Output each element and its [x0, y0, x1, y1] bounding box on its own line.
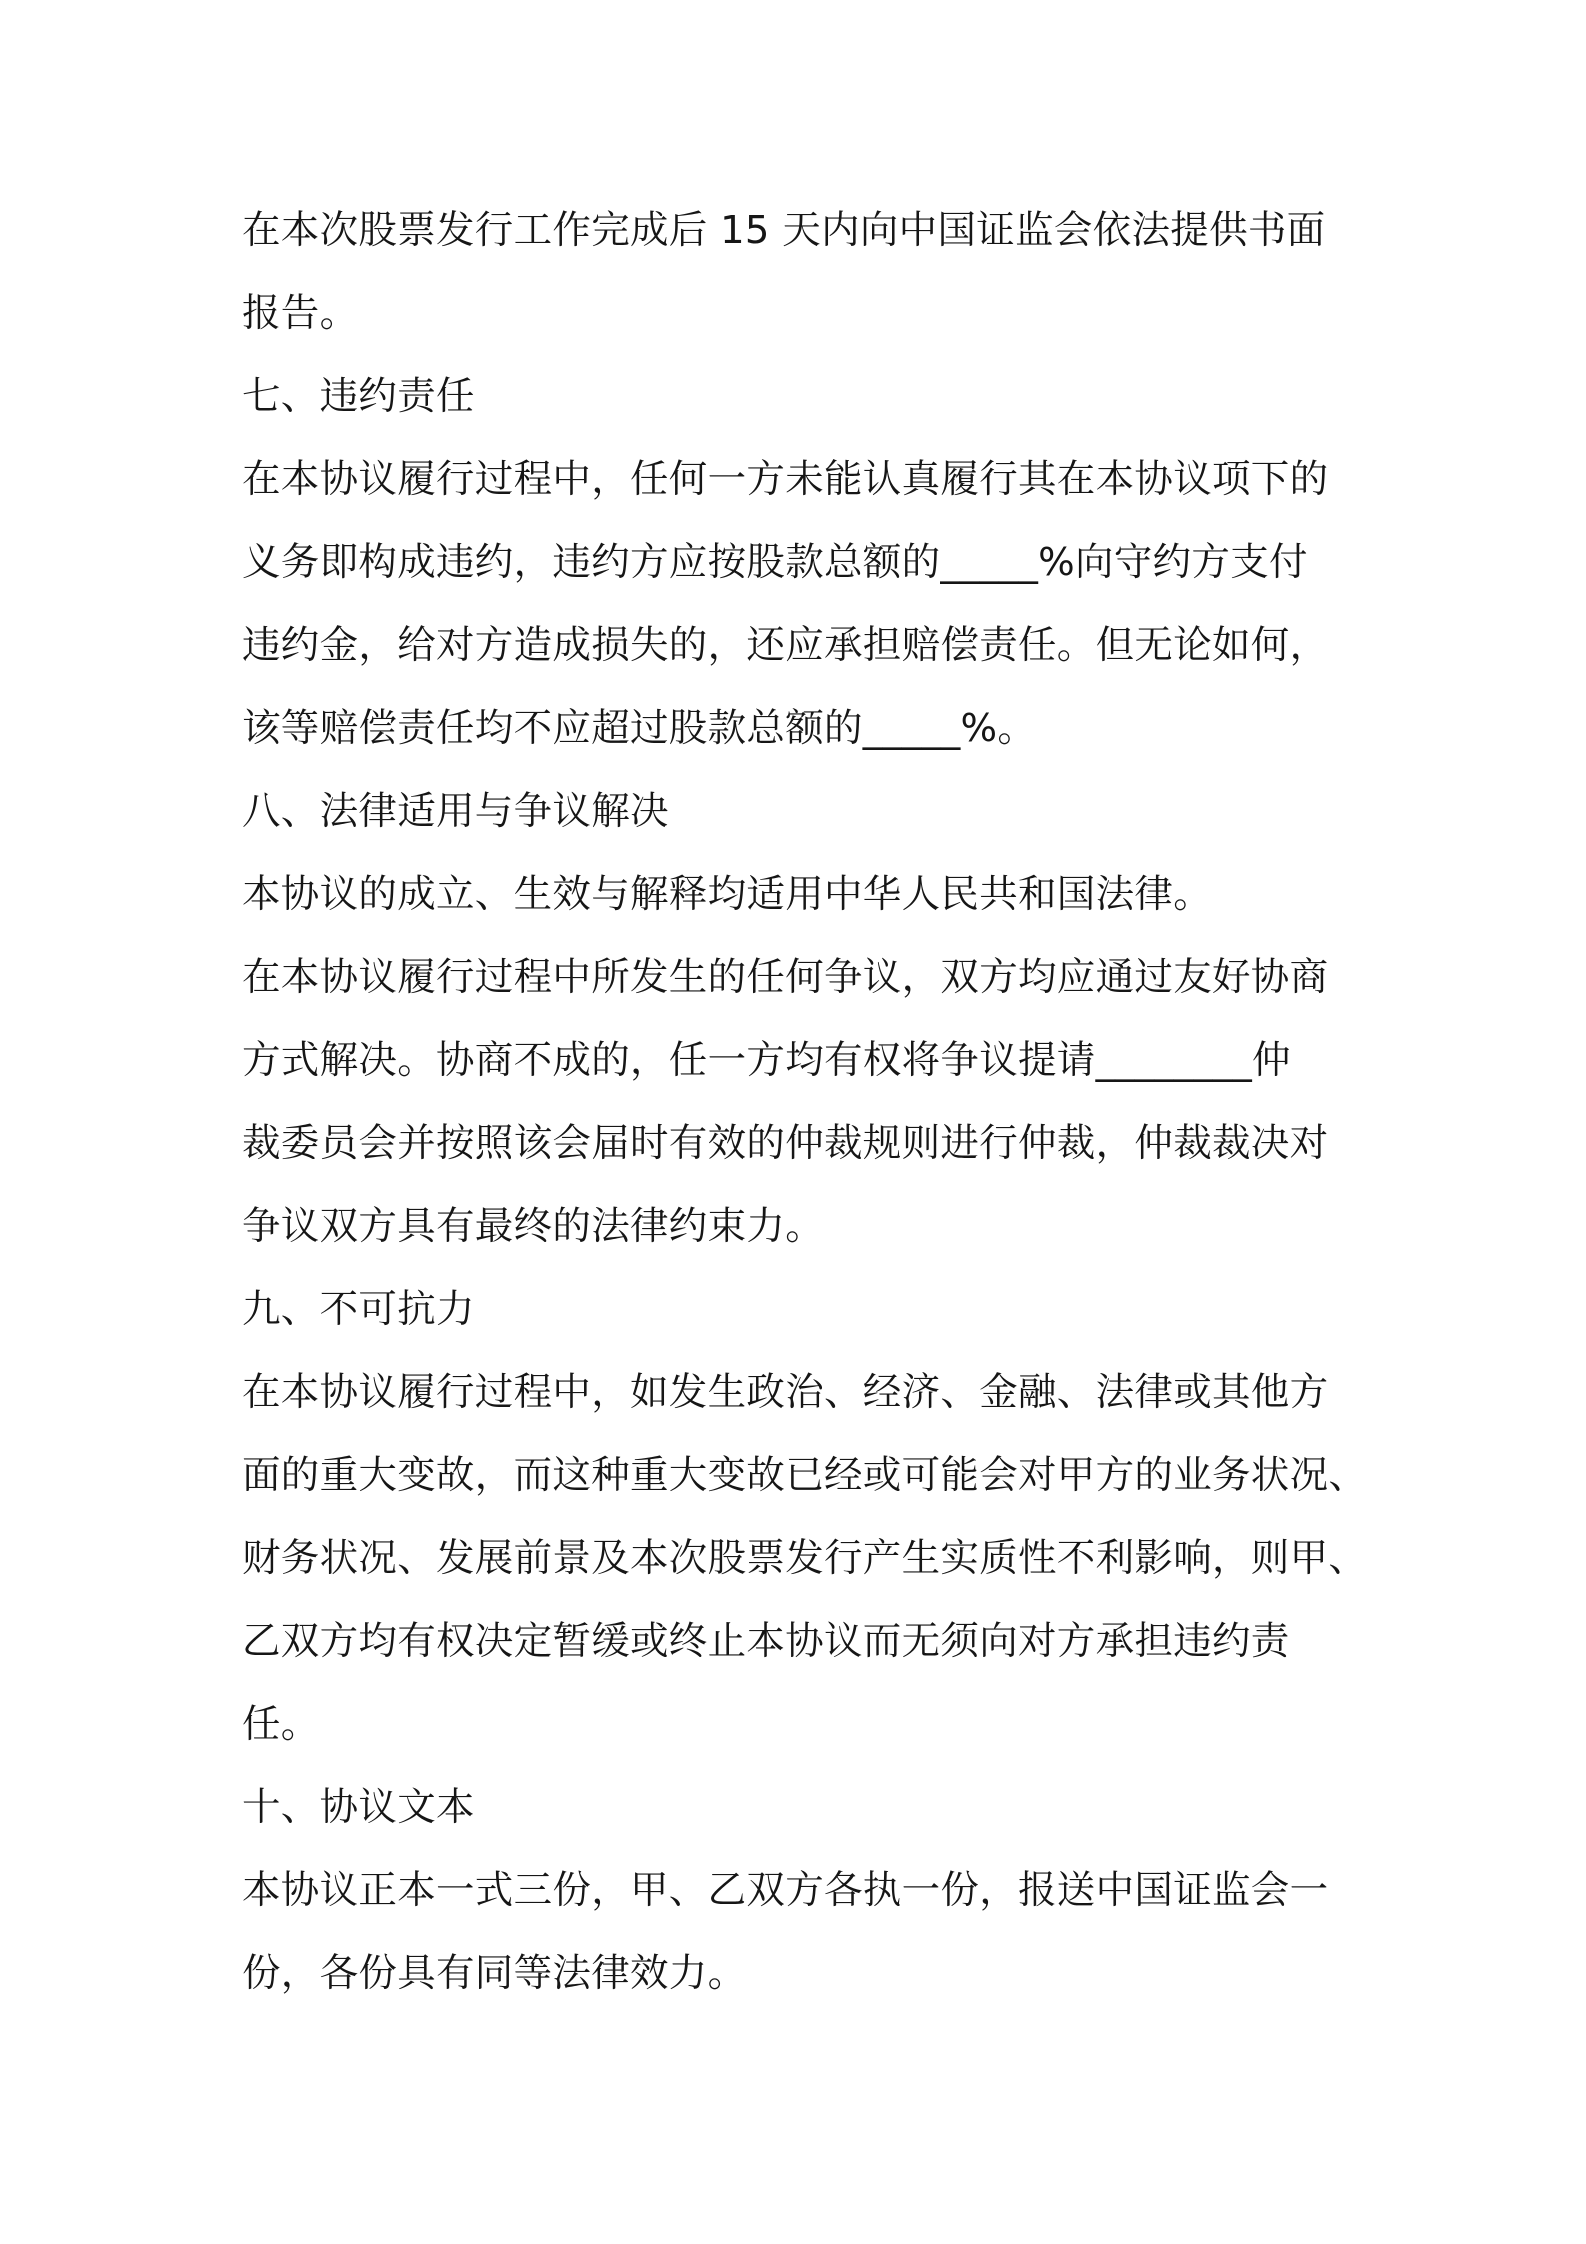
- paragraph-line: 裁委员会并按照该会届时有效的仲裁规则进行仲裁，仲裁裁决对: [242, 1121, 1329, 1166]
- section-heading-breach-liability: 七、违约责任: [242, 374, 475, 419]
- paragraph-line: 在本协议履行过程中，任何一方未能认真履行其在本协议项下的: [242, 457, 1329, 502]
- paragraph-line: 本协议正本一式三份，甲、乙双方各执一份，报送中国证监会一: [242, 1868, 1329, 1913]
- paragraph-line: 义务即构成违约，违约方应按股款总额的_____%向守约方支付: [242, 540, 1308, 585]
- paragraph-line: 该等赔偿责任均不应超过股款总额的_____%。: [242, 706, 1037, 751]
- paragraph-line-continuation: 在本次股票发行工作完成后 15 天内向中国证监会依法提供书面: [242, 208, 1326, 253]
- paragraph-line: 违约金，给对方造成损失的，还应承担赔偿责任。但无论如何，: [242, 623, 1329, 668]
- paragraph-line: 乙双方均有权决定暂缓或终止本协议而无须向对方承担违约责: [242, 1619, 1290, 1664]
- paragraph-line: 本协议的成立、生效与解释均适用中华人民共和国法律。: [242, 872, 1213, 917]
- paragraph-line: 面的重大变故，而这种重大变故已经或可能会对甲方的业务状况、: [242, 1453, 1368, 1498]
- paragraph-line: 争议双方具有最终的法律约束力。: [242, 1204, 825, 1249]
- section-heading-agreement-copies: 十、协议文本: [242, 1785, 475, 1830]
- document-body: [242, 198, 1372, 2024]
- section-heading-governing-law: 八、法律适用与争议解决: [242, 789, 669, 834]
- paragraph-line: 在本协议履行过程中所发生的任何争议，双方均应通过友好协商: [242, 955, 1329, 1000]
- paragraph-line: 方式解决。协商不成的，任一方均有权将争议提请________仲: [242, 1038, 1291, 1083]
- paragraph-line: 在本协议履行过程中，如发生政治、经济、金融、法律或其他方: [242, 1370, 1329, 1415]
- paragraph-line: 份，各份具有同等法律效力。: [242, 1951, 747, 1996]
- paragraph-line: 财务状况、发展前景及本次股票发行产生实质性不利影响，则甲、: [242, 1536, 1368, 1581]
- paragraph-line-continuation-end: 报告。: [242, 291, 359, 336]
- section-heading-force-majeure: 九、不可抗力: [242, 1287, 475, 1332]
- paragraph-line: 任。: [242, 1702, 320, 1747]
